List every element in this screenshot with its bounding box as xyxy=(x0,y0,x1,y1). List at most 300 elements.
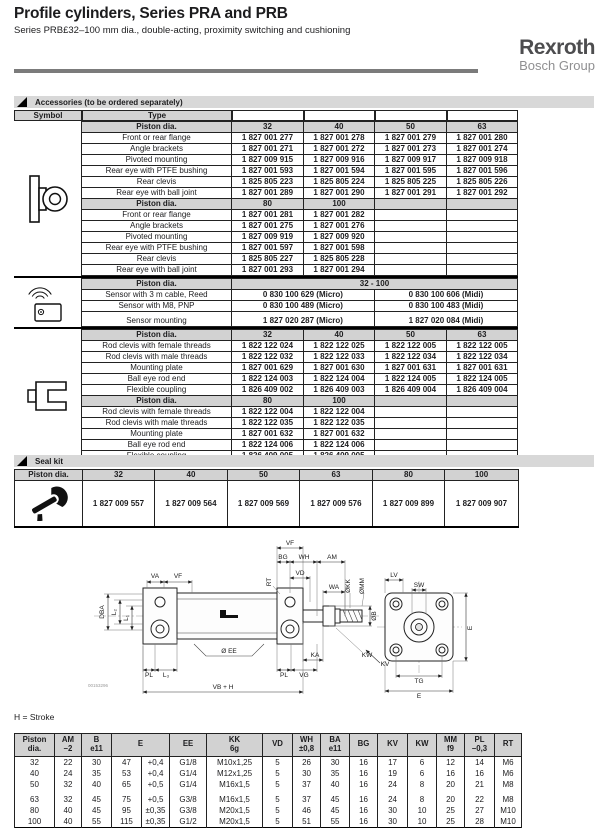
dim-value-cell: 35 xyxy=(321,768,350,779)
part-number-cell: 1 827 001 280 xyxy=(447,133,518,144)
part-number-cell xyxy=(447,210,518,221)
piston-dia-row xyxy=(81,279,517,290)
dia-header-cell: 32 xyxy=(83,470,155,481)
dim-row xyxy=(15,816,522,828)
part-number-cell xyxy=(447,418,518,429)
dia-header-cell xyxy=(375,199,447,210)
part-number-cell: 1 827 009 915 xyxy=(232,155,304,166)
accessory-row xyxy=(82,363,518,374)
part-number-cell xyxy=(447,232,518,243)
dia-header-cell: 32 xyxy=(232,330,304,341)
dim-value-cell: 95 xyxy=(112,805,142,816)
part-number-cell: 1 822 122 035 xyxy=(304,418,375,429)
accessories-part-table xyxy=(81,121,518,276)
dim-value-cell: 21 xyxy=(465,779,495,790)
part-number-cell: 1 827 001 277 xyxy=(232,133,304,144)
dim-column-header: VD xyxy=(263,734,293,757)
part-number-cell xyxy=(375,429,447,440)
part-number-cell: 1 827 009 899 xyxy=(373,481,445,527)
part-number-cell: 1 827 001 279 xyxy=(375,133,447,144)
diagram-label: Ø EE xyxy=(221,648,237,655)
dia-header-cell xyxy=(375,396,447,407)
accessories-group xyxy=(14,276,518,327)
dim-value-cell: 5 xyxy=(263,768,293,779)
dia-header-cell: 40 xyxy=(304,330,375,341)
dim-value-cell: G1/2 xyxy=(170,816,207,828)
dim-column-header: PL –0,3 xyxy=(465,734,495,757)
part-number-cell: 0 830 100 489 (Micro) xyxy=(231,301,374,312)
dia-header-cell: 63 xyxy=(447,122,518,133)
diagram-label: DBA xyxy=(99,605,106,619)
part-number-cell: 1 822 122 005 xyxy=(447,341,518,352)
dim-value-cell: M20x1,5 xyxy=(207,805,263,816)
part-number-cell: 1 827 001 631 xyxy=(447,363,518,374)
dim-value-cell: 65 xyxy=(112,779,142,790)
piston-dia-label: Piston dia. xyxy=(15,470,83,481)
accessory-row xyxy=(81,312,517,327)
dim-value-cell: 30 xyxy=(293,768,321,779)
accessory-type-cell: Rod clevis with female threads xyxy=(82,407,232,418)
dim-column-header: BA e11 xyxy=(321,734,350,757)
dim-value-cell: 5 xyxy=(263,816,293,828)
part-number-cell: 1 822 124 005 xyxy=(447,374,518,385)
dim-value-cell: 16 xyxy=(350,779,378,790)
dim-value-cell: 16 xyxy=(350,768,378,779)
dim-value-cell: G1/8 xyxy=(170,756,207,768)
dim-value-cell: 10 xyxy=(408,805,437,816)
dim-value-cell: G1/4 xyxy=(170,768,207,779)
empty-header-cell xyxy=(447,110,519,121)
sensor-icon xyxy=(14,278,81,327)
piston-dia-label: Piston dia. xyxy=(81,279,231,290)
part-number-cell: 1 827 009 564 xyxy=(155,481,228,527)
part-number-cell xyxy=(447,221,518,232)
piston-dia-row xyxy=(82,396,518,407)
dim-value-cell: 115 xyxy=(112,816,142,828)
part-number-cell: 0 830 100 483 (Midi) xyxy=(374,301,517,312)
piston-dia-label: Piston dia. xyxy=(82,199,232,210)
part-number-cell: 1 827 001 595 xyxy=(375,166,447,177)
diagram-label: WH xyxy=(298,554,310,561)
dia-header-cell: 100 xyxy=(304,199,375,210)
part-number-cell xyxy=(447,265,518,276)
dia-header-cell xyxy=(447,396,518,407)
dim-value-cell: 32 xyxy=(55,779,82,790)
diagram-label: LV xyxy=(390,572,398,579)
accessory-type-cell: Rear clevis xyxy=(82,177,232,188)
accessory-type-cell: Rear eye with ball joint xyxy=(82,188,232,199)
part-number-cell: 1 827 001 632 xyxy=(304,429,375,440)
dim-value-cell: 26 xyxy=(293,756,321,768)
part-number-cell: 1 822 122 004 xyxy=(232,407,304,418)
accessory-row xyxy=(82,374,518,385)
part-number-cell: 1 827 009 916 xyxy=(304,155,375,166)
dim-value-cell: 55 xyxy=(82,816,112,828)
diagram-label: AM xyxy=(327,554,337,561)
dim-column-header: BG xyxy=(350,734,378,757)
diagram-label: VD xyxy=(295,570,305,577)
dia-header-cell: 80 xyxy=(232,396,304,407)
dim-value-cell: 19 xyxy=(378,768,408,779)
dim-value-cell: 12 xyxy=(437,756,465,768)
dim-value-cell: 27 xyxy=(465,805,495,816)
dim-value-cell: M8 xyxy=(495,790,522,805)
accessory-row xyxy=(82,418,518,429)
part-number-cell: 1 827 001 274 xyxy=(447,144,518,155)
dim-value-cell: 8 xyxy=(408,790,437,805)
triangle-icon xyxy=(17,456,27,466)
piston-dia-label: Piston dia. xyxy=(82,122,232,133)
part-number-cell: 1 822 122 035 xyxy=(232,418,304,429)
diagram-label: KW xyxy=(361,652,373,659)
accessories-groups xyxy=(14,121,518,464)
diagram-label: RT xyxy=(266,577,273,587)
accessory-row xyxy=(81,301,517,312)
dia-header-cell: 50 xyxy=(375,122,447,133)
side-view xyxy=(94,588,379,656)
dim-row xyxy=(15,756,522,768)
dimensions-table-wrap xyxy=(14,733,518,828)
dia-header-cell: 80 xyxy=(373,470,445,481)
dim-value-cell: 16 xyxy=(465,768,495,779)
dim-column-header: RT xyxy=(495,734,522,757)
piston-dia-row xyxy=(82,330,518,341)
accessory-type-cell: Front or rear flange xyxy=(82,210,232,221)
accessory-row xyxy=(82,166,518,177)
rod-clevis-icon xyxy=(26,378,70,414)
part-number-cell: 1 822 122 005 xyxy=(375,341,447,352)
part-number-cell xyxy=(375,221,447,232)
part-number-cell: 1 822 124 006 xyxy=(232,440,304,451)
part-number-cell: 1 825 805 227 xyxy=(232,254,304,265)
dim-column-header: E xyxy=(112,734,170,757)
seal-kit-table-wrap xyxy=(14,469,518,528)
piston-dia-row xyxy=(82,122,518,133)
accessory-type-cell: Rear eye with ball joint xyxy=(82,265,232,276)
part-number-cell: 1 827 009 920 xyxy=(304,232,375,243)
dim-value-cell: +0,4 xyxy=(142,756,170,768)
accessory-row xyxy=(82,265,518,276)
part-number-cell: 1 827 001 596 xyxy=(447,166,518,177)
dim-value-cell: 100 xyxy=(15,816,55,828)
dim-value-cell: 80 xyxy=(15,805,55,816)
dim-value-cell: +0,5 xyxy=(142,790,170,805)
dim-value-cell: 30 xyxy=(378,816,408,828)
seal-kit-section-header xyxy=(14,455,594,467)
part-number-cell: 1 822 122 033 xyxy=(304,352,375,363)
dim-value-cell: G3/8 xyxy=(170,805,207,816)
part-number-cell: 1 826 409 004 xyxy=(447,385,518,396)
part-number-cell: 1 827 009 576 xyxy=(300,481,373,527)
empty-header-cell xyxy=(304,110,376,121)
part-number-cell: 1 822 122 004 xyxy=(304,407,375,418)
dim-value-cell: 24 xyxy=(378,790,408,805)
diagram-label: ØMM xyxy=(359,578,366,594)
part-number-cell xyxy=(375,243,447,254)
dim-value-cell: +0,4 xyxy=(142,768,170,779)
dim-value-cell: G1/4 xyxy=(170,779,207,790)
accessories-section-header xyxy=(14,96,594,108)
dim-value-cell: 24 xyxy=(55,768,82,779)
diagram-label: ØB xyxy=(371,611,378,621)
accessory-row xyxy=(82,254,518,265)
accessory-type-cell: Angle brackets xyxy=(82,144,232,155)
dim-value-cell: 45 xyxy=(82,805,112,816)
accessory-type-cell: Sensor with M8, PNP xyxy=(81,301,231,312)
dia-header-cell: 50 xyxy=(375,330,447,341)
accessory-row xyxy=(82,352,518,363)
part-number-cell: 0 830 100 629 (Micro) xyxy=(231,290,374,301)
part-number-cell xyxy=(447,243,518,254)
part-number-cell xyxy=(375,254,447,265)
part-number-cell: 1 825 805 225 xyxy=(375,177,447,188)
dim-value-cell: 5 xyxy=(263,756,293,768)
diagram-label: L₃ xyxy=(162,672,170,679)
dim-value-cell: 32 xyxy=(15,756,55,768)
dim-value-cell: G3/8 xyxy=(170,790,207,805)
dim-value-cell: 46 xyxy=(293,805,321,816)
part-number-cell xyxy=(375,440,447,451)
part-number-cell xyxy=(447,440,518,451)
accessory-type-cell: Rod clevis with male threads xyxy=(82,352,232,363)
part-number-cell xyxy=(375,265,447,276)
accessory-type-cell: Pivoted mounting xyxy=(82,232,232,243)
accessory-row xyxy=(82,177,518,188)
diagram-label: VG xyxy=(299,672,309,679)
part-number-cell: 1 825 805 223 xyxy=(232,177,304,188)
sensor-icon xyxy=(27,282,67,324)
part-number-cell: 1 827 009 569 xyxy=(228,481,300,527)
part-number-cell: 1 822 124 005 xyxy=(375,374,447,385)
dim-value-cell: M8 xyxy=(495,779,522,790)
part-number-cell: 1 827 001 594 xyxy=(304,166,375,177)
accessory-type-cell: Rod clevis with male threads xyxy=(82,418,232,429)
dim-value-cell: ±0,35 xyxy=(142,805,170,816)
accessories-part-table xyxy=(81,278,518,327)
accessory-row xyxy=(82,133,518,144)
page-title: Profile cylinders, Series PRA and PRB xyxy=(14,5,288,22)
accessories-header-row xyxy=(14,110,518,121)
dim-value-cell: M20x1,5 xyxy=(207,816,263,828)
part-number-cell: 1 825 805 224 xyxy=(304,177,375,188)
part-number-cell: 1 827 001 289 xyxy=(232,188,304,199)
part-number-cell: 1 822 122 034 xyxy=(375,352,447,363)
accessory-row xyxy=(82,429,518,440)
dim-value-cell: 5 xyxy=(263,779,293,790)
clevis-eye-icon xyxy=(14,121,81,276)
diagram-label: BG xyxy=(278,554,288,561)
dim-value-cell: 16 xyxy=(437,768,465,779)
diagram-label: PL xyxy=(145,672,153,679)
accessory-type-cell: Sensor with 3 m cable, Reed xyxy=(81,290,231,301)
part-number-cell: 1 827 009 919 xyxy=(232,232,304,243)
part-number-cell: 1 827 001 271 xyxy=(232,144,304,155)
accessory-type-cell: Ball eye rod end xyxy=(82,374,232,385)
dim-value-cell: 8 xyxy=(408,779,437,790)
dim-value-cell: M6 xyxy=(495,768,522,779)
part-number-cell: 1 827 001 291 xyxy=(375,188,447,199)
dim-column-header: B e11 xyxy=(82,734,112,757)
dim-value-cell: M10 xyxy=(495,805,522,816)
dim-value-cell: 37 xyxy=(293,790,321,805)
accessories-group xyxy=(14,327,518,464)
part-number-cell: 1 827 001 276 xyxy=(304,221,375,232)
diagram-label: VA xyxy=(150,573,160,580)
accessory-row xyxy=(82,385,518,396)
dim-value-cell: 16 xyxy=(350,790,378,805)
seal-kit-table xyxy=(14,469,519,528)
part-number-cell: 1 827 009 557 xyxy=(83,481,155,527)
dim-value-cell: 16 xyxy=(350,816,378,828)
dim-column-header: Piston dia. xyxy=(15,734,55,757)
part-number-cell: 1 827 001 598 xyxy=(304,243,375,254)
part-number-cell: 1 822 124 003 xyxy=(232,374,304,385)
part-number-cell: 1 827 001 632 xyxy=(232,429,304,440)
piston-dia-row xyxy=(82,199,518,210)
diagram-label: ØKK xyxy=(345,579,352,593)
clevis-eye-icon xyxy=(26,173,70,225)
dim-value-cell: 14 xyxy=(465,756,495,768)
dim-value-cell: 51 xyxy=(293,816,321,828)
dim-value-cell: 63 xyxy=(15,790,55,805)
dim-value-cell: 50 xyxy=(15,779,55,790)
dim-row xyxy=(15,779,522,790)
seal-kit-values-row xyxy=(15,481,519,527)
dim-value-cell: 30 xyxy=(321,756,350,768)
accessory-row xyxy=(82,407,518,418)
diagram-label: VF xyxy=(285,540,295,547)
accessory-type-cell: Flexible coupling xyxy=(82,385,232,396)
piston-dia-label: Piston dia. xyxy=(82,330,232,341)
accessory-type-cell: Rear eye with PTFE bushing xyxy=(82,243,232,254)
part-number-cell: 1 822 122 025 xyxy=(304,341,375,352)
triangle-icon xyxy=(17,97,27,107)
dim-value-cell: 53 xyxy=(112,768,142,779)
part-number-cell: 1 822 124 006 xyxy=(304,440,375,451)
part-number-cell: 1 826 409 003 xyxy=(304,385,375,396)
dia-header-cell: 50 xyxy=(228,470,300,481)
empty-header-cell xyxy=(375,110,447,121)
part-number-cell: 1 827 001 597 xyxy=(232,243,304,254)
dim-column-header: KW xyxy=(408,734,437,757)
accessory-row xyxy=(82,144,518,155)
dia-header-cell: 100 xyxy=(304,396,375,407)
part-number-cell: 1 827 001 294 xyxy=(304,265,375,276)
dim-value-cell: 10 xyxy=(408,816,437,828)
part-number-cell: 1 827 001 281 xyxy=(232,210,304,221)
dim-value-cell: 47 xyxy=(112,756,142,768)
part-number-cell xyxy=(447,429,518,440)
seal-kit-symbol-cell xyxy=(15,481,83,527)
dia-header-cell: 63 xyxy=(447,330,518,341)
accessory-type-cell: Rod clevis with female threads xyxy=(82,341,232,352)
rexroth-logo xyxy=(519,37,595,72)
part-number-cell: 0 830 100 606 (Midi) xyxy=(374,290,517,301)
dim-value-cell: 32 xyxy=(55,790,82,805)
part-number-cell: 1 827 009 918 xyxy=(447,155,518,166)
dim-value-cell: 75 xyxy=(112,790,142,805)
part-number-cell: 1 826 409 004 xyxy=(375,385,447,396)
accessory-type-cell: Mounting plate xyxy=(82,363,232,374)
dim-value-cell: M10 xyxy=(495,816,522,828)
diagram-label: 00153296 xyxy=(87,683,109,688)
part-number-cell: 1 822 124 004 xyxy=(304,374,375,385)
symbol-column-header: Symbol xyxy=(14,110,82,121)
diagram-label: WA xyxy=(328,584,340,591)
diagram-label: TG xyxy=(414,678,424,685)
dim-value-cell: 24 xyxy=(378,779,408,790)
diagram-label: PL xyxy=(280,672,288,679)
stroke-note: H = Stroke xyxy=(14,712,55,722)
part-number-cell xyxy=(447,407,518,418)
part-number-cell: 1 825 805 226 xyxy=(447,177,518,188)
dim-value-cell: 40 xyxy=(55,816,82,828)
dim-value-cell: 25 xyxy=(437,805,465,816)
dim-value-cell: 17 xyxy=(378,756,408,768)
dim-value-cell: 5 xyxy=(263,790,293,805)
part-number-cell xyxy=(375,232,447,243)
dim-row xyxy=(15,768,522,779)
dim-column-header: KK 6g xyxy=(207,734,263,757)
part-number-cell: 1 826 409 002 xyxy=(232,385,304,396)
wrench-icon xyxy=(26,483,72,521)
part-number-cell: 1 827 001 272 xyxy=(304,144,375,155)
part-number-cell xyxy=(375,407,447,418)
dim-value-cell: M10x1,25 xyxy=(207,756,263,768)
diagram-label: E xyxy=(467,625,474,631)
diagram-label: L₁ xyxy=(123,615,130,621)
accessory-row xyxy=(82,188,518,199)
part-number-cell: 1 827 001 630 xyxy=(304,363,375,374)
dia-header-cell: 80 xyxy=(232,199,304,210)
accessory-type-cell: Mounting plate xyxy=(82,429,232,440)
accessory-row xyxy=(81,290,517,301)
dim-value-cell: M16x1,5 xyxy=(207,779,263,790)
type-column-header: Type xyxy=(82,110,232,121)
part-number-cell: 1 827 020 084 (Midi) xyxy=(374,312,517,327)
dim-value-cell: M16x1,5 xyxy=(207,790,263,805)
dim-value-cell: M12x1,25 xyxy=(207,768,263,779)
part-number-cell: 1 827 009 917 xyxy=(375,155,447,166)
part-number-cell: 1 827 001 631 xyxy=(375,363,447,374)
part-number-cell: 1 827 001 275 xyxy=(232,221,304,232)
dim-value-cell: 40 xyxy=(15,768,55,779)
header-rule xyxy=(14,69,478,73)
accessory-row xyxy=(82,155,518,166)
dim-value-cell: 45 xyxy=(321,805,350,816)
dim-value-cell: 28 xyxy=(465,816,495,828)
dim-value-cell: 30 xyxy=(82,756,112,768)
page-subtitle: Series PRB£32–100 mm dia., double-acting, proximity switching and cushioning xyxy=(14,25,351,36)
part-number-cell xyxy=(447,254,518,265)
accessories-part-table xyxy=(81,329,518,462)
dim-column-header: MM f9 xyxy=(437,734,465,757)
part-number-cell: 1 822 122 034 xyxy=(447,352,518,363)
dim-value-cell: 6 xyxy=(408,756,437,768)
piston-dia-label: Piston dia. xyxy=(82,396,232,407)
diagram-label: KV xyxy=(380,661,390,668)
accessory-type-cell: Rear eye with PTFE bushing xyxy=(82,166,232,177)
front-view xyxy=(377,578,468,693)
part-number-cell: 1 827 001 629 xyxy=(232,363,304,374)
dim-value-cell: 16 xyxy=(350,756,378,768)
part-number-cell: 1 827 001 282 xyxy=(304,210,375,221)
accessory-type-cell: Pivoted mounting xyxy=(82,155,232,166)
dim-value-cell: M6 xyxy=(495,756,522,768)
accessory-row xyxy=(82,243,518,254)
dim-value-cell: 5 xyxy=(263,805,293,816)
part-number-cell: 1 827 001 593 xyxy=(232,166,304,177)
